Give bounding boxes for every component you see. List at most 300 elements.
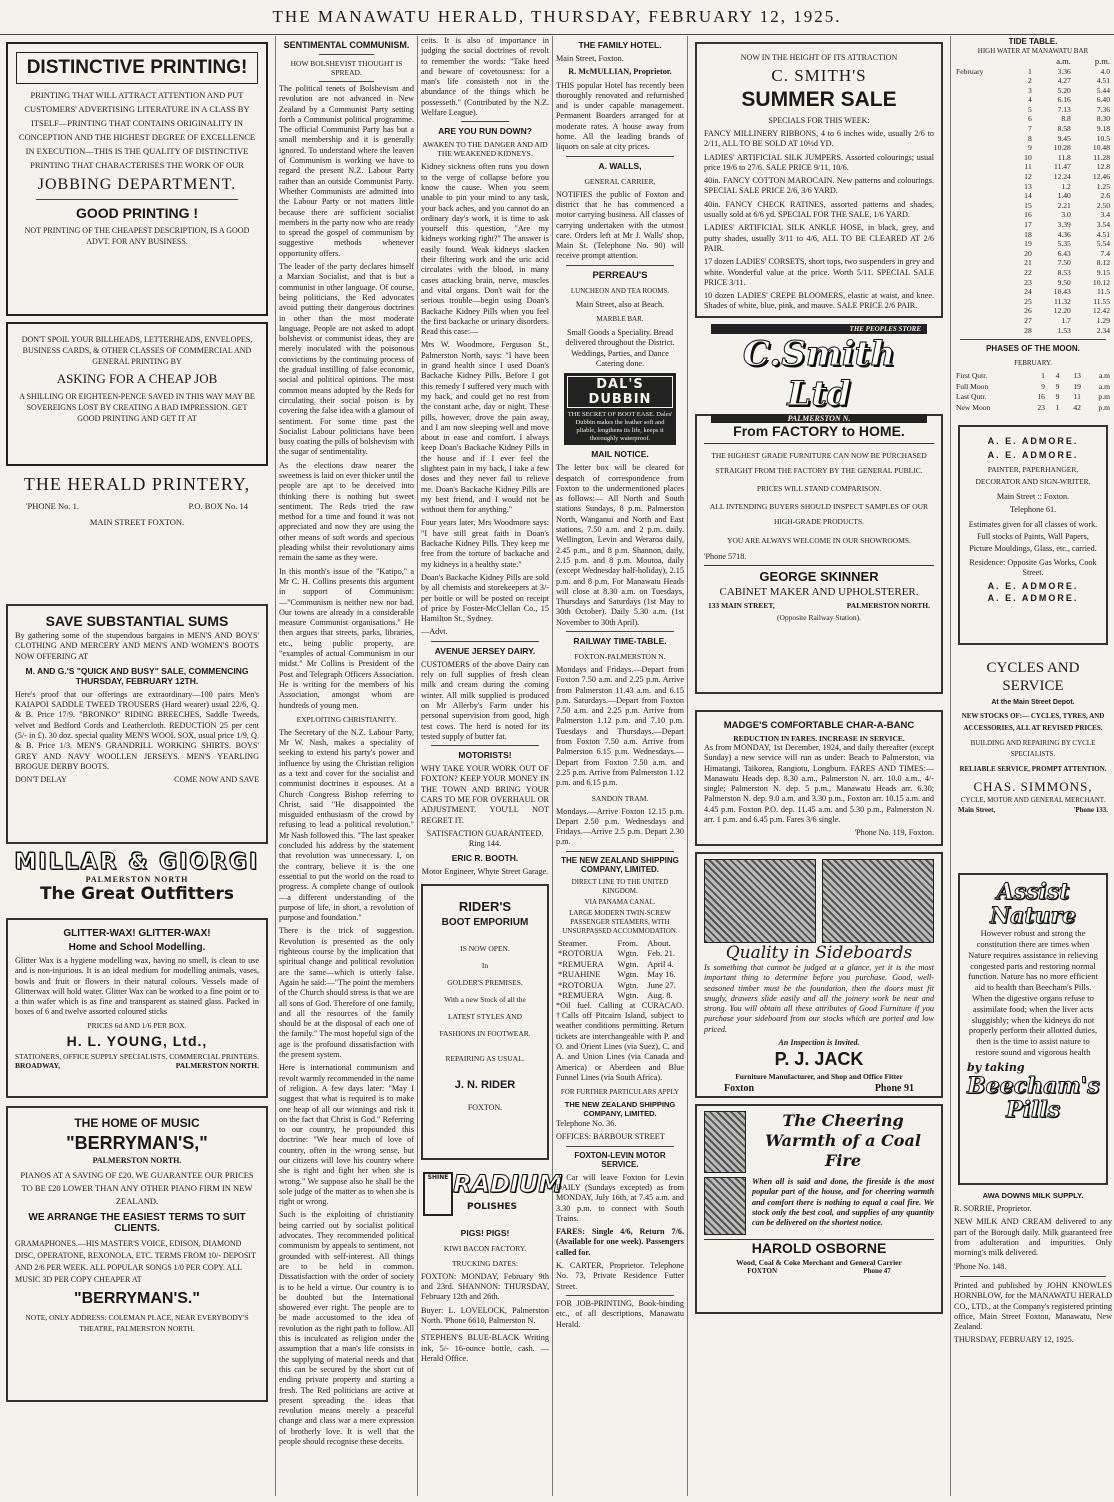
table-cell: 3.36 xyxy=(1057,66,1071,76)
tide-table xyxy=(954,56,1112,335)
millar-giorgi-logo xyxy=(6,850,268,912)
firm-desc: STATIONERS, OFFICE SUPPLY SPECIALISTS, COMMERCIAL PRINTERS. xyxy=(15,1051,259,1061)
table-cell: 4.27 xyxy=(1057,76,1071,86)
table-row xyxy=(954,172,1112,182)
article-paragraph: Such is the exploiting of christianity being carried out by socialist political advocates. They recommended political communism by appeals to sentiment, not grounded with self-interest. All things are to be held in common. Dissatisfaction with the order of society is to be held a virtue. Our country is to be doubted but the International showered ever right. The people are to be made accustomed to the idea of revolution as the right path to follow. All this is inculcated as religion under the assumption that a man's life consists in the supplying of material needs and that this can be secured by the short cut of ending private property and starting a fresh. The Red politicians are active at present spreading the ideas that revolution means merely a peaceful change and class war a mere expression of brotherly love. It is well that the people should recognise these deceits. xyxy=(279,1210,414,1446)
ad-subtitle: Home and School Modelling. xyxy=(68,942,206,953)
table-cell: *ROTORUA xyxy=(558,979,604,990)
ad-line: by taking xyxy=(967,1060,1025,1074)
table-cell: 3.4 xyxy=(1100,210,1110,220)
ad-subtitle: KIWI BACON FACTORY. xyxy=(443,1243,527,1253)
table-cell: 7.36 xyxy=(1096,104,1110,114)
table-cell: 8.12 xyxy=(1096,258,1110,268)
ad-heading: "BERRYMAN'S." xyxy=(74,1290,200,1307)
table-row xyxy=(954,382,1112,393)
ad-body: NEW STOCKS OF:— CYCLES, TYRES, AND ACCESSORIES, ALL AT REVISED PRICES. xyxy=(961,712,1105,733)
table-row xyxy=(954,134,1112,144)
ad-line: Main Street, also at Beach. xyxy=(575,299,665,309)
ad-title: THE NEW ZEALAND SHIPPING COMPANY, LIMITED. xyxy=(561,855,679,874)
table-cell: 4.36 xyxy=(1057,229,1071,239)
table-cell: *REMUERA xyxy=(558,990,604,1001)
ad-subtitle: TRUCKING DATES: xyxy=(451,1258,519,1268)
article-subtitle: HOW BOLSHEVIST THOUGHT IS SPREAD. xyxy=(290,59,403,77)
address-text: OFFICES: BARBOUR STREET xyxy=(556,1132,665,1142)
table-cell: 4 xyxy=(1027,95,1032,105)
ad-body: NOTIFIES the public of Foxton and district that he has commenced a motor carrying business. All classes of carrying undertaken with the utmost care. Orders left at Mr J. Walls' shop, Main St. (Telephone No. 90) will receive prompt attention. xyxy=(556,189,684,261)
ad-body: *Oil fuel. Calling at CURACAO. †Calls off Pitcairn Island, subject to weather conditions permitting. Return tickets are interchangeable with P. and O. and Orient Lines (via Suez), C. and A. and Union Lines (via Canada and America) or Aberdeen and Blue Funnel Lines (via South Africa). xyxy=(556,1000,684,1082)
table-cell: 10 xyxy=(1024,152,1032,162)
table-cell: 1.29 xyxy=(1096,315,1110,325)
table-cell: First Qutr. xyxy=(956,371,988,381)
ad-title: Assist Nature xyxy=(989,879,1077,930)
list-item: 40in. FANCY CHECK RATINES, assorted patterns and shades, usually sold at 6/6 yd. SPECIAL FOR THE SALE, 1/6 YARD. xyxy=(704,199,934,220)
table-cell: 16 xyxy=(1037,392,1045,402)
ad-body: By gathering some of the stupendous bargains in MEN'S AND BOYS' CLOTHING AND MERCERY AND MEN'S AND WOMEN'S BOOTS NOW OFFERING AT xyxy=(15,631,259,661)
table-cell: New Moon xyxy=(956,402,991,412)
herald-printery-ad xyxy=(6,474,268,544)
trade-text: Wood, Coal & Coke Merchant and General Carrier xyxy=(736,1258,902,1267)
table-cell: 8.8 xyxy=(1061,114,1071,124)
ad-line: With a new Stock of all the xyxy=(444,994,526,1004)
article-paragraph: As the elections draw nearer the sweetness is laid on ever thicker until the people are apt to be deceived into thinking there is nothing but sweet sentiment. The Reds tried the raw method for a time and found it was not appreciated and now they are using the other means of soft words and specious pleading whilst their revolutionary aims remain the same as they were. xyxy=(279,460,414,563)
firm-name: C. SMITH'S xyxy=(771,66,867,85)
table-cell xyxy=(954,239,1012,249)
table-row xyxy=(556,990,684,1001)
town-text: FOXTON. xyxy=(467,1102,503,1112)
ad-footer xyxy=(15,775,259,784)
table-cell: 1 xyxy=(1027,66,1032,76)
ad-body: Here's proof that our offerings are extraordinary—100 pairs Men's KAIAPOI SADDLE TWEED TROUSERS (Hard wearer) usual 22/6, Q. & B. Price 17/9. "BRONKO" RIDING BREECHES, Saddle Tweeds, velvet and Bedford Cords and Leathercloth. REDUCTION 25 per cent (5/- in £). 30 doz. special quality MEN'S WOOL SOX, usual price 1/9, Q. & B. Price 1/3. MEN'S GRANDRILL WORKING SHIRTS. BOYS' GREY AND NAVY WOOLLEN JERSEYS. MEN'S YEARLING BROGUE DERBY BOOTS. xyxy=(15,689,259,771)
table-cell: 26 xyxy=(1024,306,1032,316)
table-cell: 5 xyxy=(1027,104,1032,114)
table-row xyxy=(954,162,1112,172)
table-cell xyxy=(954,297,1012,307)
ad-line: LARGE MODERN TWIN-SCREW PASSENGER STEAMERS, WITH UNSURPASSED ACCOMMODATION. xyxy=(562,908,678,935)
classified-ad: STEPHEN'S BLUE-BLACK Writing ink, 5/- 16-ounce bottle, cash. —Herald Office. xyxy=(421,1333,549,1363)
table-cell: 11 xyxy=(1024,162,1032,172)
article-paragraph: Kidney sickness often runs you down to the verge of collapse before you know the cause. When you seem unable to pin your mind to any task, your back aches, and you cannot do an ordinary day's work, it is time to ask yourself this question, "Are my kidneys working right?" The answer is easily found. Weak kidneys slacken their filtering work and the uric acid circulates with the blood, in many cases attacking brain, nerve, muscles and vital organs. Don't wait for the serious trouble—begin using Doan's Backache Kidney Pills when you feel the first backache or urinary disorders. Read this case:— xyxy=(421,162,549,337)
moon-table xyxy=(954,371,1112,413)
table-cell: 24 xyxy=(1024,287,1032,297)
table-cell: a.m xyxy=(1098,381,1110,391)
address-text: MAIN STREET FOXTON. xyxy=(89,517,185,527)
table-row xyxy=(954,67,1112,77)
address-text: Motor Engineer, Whyte Street Garage. xyxy=(421,867,549,877)
table-cell: 28 xyxy=(1024,325,1032,335)
ad-title: FOXTON-LEVIN MOTOR SERVICE. xyxy=(574,1150,666,1169)
ad-title: THE FAMILY HOTEL. xyxy=(578,40,662,50)
table-cell: 1.53 xyxy=(1057,325,1071,335)
firm-name: J. N. RIDER xyxy=(454,1078,516,1091)
table-cell: 8 xyxy=(1027,133,1032,143)
firm-name: A. E. ADMORE. xyxy=(987,593,1079,604)
table-row xyxy=(954,297,1112,307)
notice-body: The letter box will be cleared for despatch of correspondence from Foxton to the undermentioned places as follows:— All North and South stations Sundays, 8 p.m. Palmerston North, Wanganui and North and East stations, 7.50 a.m. and 2 p.m. daily. Wellington, Levin and Weraroa daily, 2.45 p.m., and 8 p.m. Shannon, daily, 2.15 p.m. and 8 p.m. Moutoa, daily (except Wednesday half-holiday), 2.15 p.m. and 8 p.m. For Manawatu Heads will close at 8.30 a.m. on Tuesdays, Thursdays and Saturdays (1st May to 30th October). Daily 5.30 a.m. (1st November to 30th April). xyxy=(556,463,684,627)
address-left: Main Street, xyxy=(958,806,996,815)
ad-body: PIANOS AT A SAVING OF £20. WE GUARANTEE OUR PRICES TO BE £20 LOWER THAN ANY OTHER PIANO FIRM IN NEW ZEALAND. xyxy=(20,1170,254,1206)
column-6 xyxy=(954,36,1112,1496)
ad-line: NOW IN THE HEIGHT OF ITS ATTRACTION xyxy=(740,53,898,62)
table-cell: 11.5 xyxy=(1096,287,1110,297)
table-cell xyxy=(954,134,1012,144)
logo-tagline: The Great Outfitters xyxy=(39,884,235,904)
article-paragraph: Here is international communism and revolt warmly recommended in the name of religion. A few days later: "May I suggest that what is required is to make one heap of all our winnings and risk it on the fact that Christ is God." Referring to our country, he propounded this doctrine: "We hear much of love of country, often in the wrong sense, but our citizens will love his country where she is right and fight her when she is wrong." We suppose also he shall be the sole judge of the matter as to when she is right or wrong. xyxy=(279,1063,414,1207)
trade-text: PAINTER, PAPERHANGER, DECORATOR AND SIGN-WRITER. xyxy=(975,465,1091,487)
firm-name: A. E. ADMORE. xyxy=(987,581,1079,592)
table-cell xyxy=(954,258,1012,268)
divider xyxy=(566,265,674,266)
proprietor-text: R. McMULLIAN, Proprietor. xyxy=(568,67,672,77)
table-cell: 16 xyxy=(1024,210,1032,220)
glitter-wax-ad xyxy=(6,918,268,1098)
table-row xyxy=(556,948,684,959)
address-note: (Opposite Railway Station). xyxy=(777,613,861,623)
table-cell: *ROTORUA xyxy=(558,948,604,959)
column-2 xyxy=(279,36,414,1496)
ad-line: FASHIONS IN FOOTWEAR. xyxy=(439,1028,531,1038)
table-cell: 19 xyxy=(1024,239,1032,249)
table-cell: Last Qutr. xyxy=(956,392,987,402)
address-note: Residence: Opposite Gas Works, Cook Street. xyxy=(969,557,1097,578)
ad-line: LATEST STYLES AND xyxy=(447,1011,523,1021)
table-cell: February xyxy=(956,66,984,76)
table-cell: 10.5 xyxy=(1096,133,1110,143)
table-row xyxy=(954,191,1112,201)
table-cell: 9.15 xyxy=(1096,267,1110,277)
table-cell: 12.46 xyxy=(1092,172,1110,182)
ad-subtitle: BOOT EMPORIUM xyxy=(441,916,529,928)
ad-title: GOOD PRINTING ! xyxy=(75,205,199,221)
table-cell: Full Moon xyxy=(956,381,989,391)
table-cell: 11.32 xyxy=(1054,296,1071,306)
divider xyxy=(960,339,1106,340)
table-cell: *REMUERA xyxy=(558,958,604,969)
ad-line: LUNCHEON AND TEA ROOMS. xyxy=(570,286,670,295)
table-cell: 9 xyxy=(1027,143,1032,153)
table-cell: 7.50 xyxy=(1057,258,1071,268)
table-cell: p.m xyxy=(1098,402,1110,412)
logo-name: MILLAR & GIORGI xyxy=(14,850,260,875)
c-smith-summer-sale-ad xyxy=(695,42,943,318)
ad-title: PERREAU'S xyxy=(592,269,648,281)
table-header xyxy=(556,938,684,949)
table-row xyxy=(954,230,1112,240)
ad-body: Buyer: L. LOVELOCK, Palmerston North. 'Phone 6610, Palmerston N. xyxy=(421,1305,549,1325)
table-cell: June 27. xyxy=(647,979,676,990)
ad-title: From FACTORY to HOME. xyxy=(704,423,934,444)
column-rule xyxy=(275,36,276,1496)
address-left: BROADWAY, xyxy=(15,1060,61,1070)
table-cell: Feb. 21. xyxy=(647,948,675,959)
table-cell: a.m xyxy=(1098,371,1110,381)
table-row xyxy=(954,153,1112,163)
table-row xyxy=(954,124,1112,134)
table-row xyxy=(954,143,1112,153)
table-row xyxy=(954,278,1112,288)
table-row xyxy=(556,959,684,970)
divider xyxy=(431,1329,539,1330)
address-row xyxy=(708,601,930,610)
ad-title: AWA DOWNS MILK SUPPLY. xyxy=(982,1191,1084,1201)
table-cell: 8.58 xyxy=(1057,124,1071,134)
column-header: a.m. xyxy=(1056,56,1071,66)
ad-heading: M. AND G.'S "QUICK AND BUSY" SALE, COMMENCING THURSDAY, FEBRUARY 12TH. xyxy=(25,665,249,686)
beechams-pills-ad xyxy=(958,873,1108,1185)
article-subheading: EXPLOITING CHRISTIANITY. xyxy=(296,714,397,724)
table-cell: 4.51 xyxy=(1096,76,1110,86)
ad-line: RELIABLE SERVICE, PROMPT ATTENTION. xyxy=(959,765,1107,774)
harold-osborne-ad xyxy=(695,1104,943,1314)
ad-body: SATISFACTION GUARANTEED. Ring 144. xyxy=(426,828,544,849)
ad-subtitle: REDUCTION IN FARES. INCREASE IN SERVICE. xyxy=(733,734,905,743)
contact-row xyxy=(26,501,248,511)
phone-text: Phone 91 xyxy=(874,1083,914,1095)
table-cell xyxy=(954,114,1012,124)
coal-fire-header xyxy=(704,1111,934,1173)
table-row xyxy=(954,371,1112,382)
table-cell: 11.28 xyxy=(1093,152,1110,162)
table-cell xyxy=(954,287,1012,297)
table-cell: 42 xyxy=(1073,402,1081,412)
table-cell: 3.0 xyxy=(1061,210,1071,220)
sale-items xyxy=(704,129,934,312)
table-cell: Wgtn. xyxy=(617,990,639,1001)
table-cell xyxy=(954,105,1012,115)
column-5 xyxy=(691,36,947,1496)
table-row xyxy=(556,980,684,991)
prices-text: PRICES 6d AND 1/6 PER BOX. xyxy=(87,1020,187,1030)
notice-subtitle: SANDON TRAM. xyxy=(591,793,649,803)
table-row xyxy=(954,95,1112,105)
fares-text: FARES: Single 4/6, Return 7/6. (Available for one week). Passengers called for. xyxy=(556,1227,684,1257)
table-cell: 18 xyxy=(1024,229,1032,239)
ad-body: NOT PRINTING OF THE CHEAPEST DESCRIPTION, IS A GOOD ADVT. FOR ANY BUSINESS. xyxy=(24,226,250,246)
column-3 xyxy=(421,36,563,1496)
column-header: About. xyxy=(647,937,671,948)
table-cell: 5.54 xyxy=(1096,239,1110,249)
table-cell: 3.39 xyxy=(1057,220,1071,229)
phone-text: 'Phone No. 148. xyxy=(954,1261,1007,1271)
ad-body: THIS popular Hotel has recently been thoroughly renovated and refurnished and is under capable management. Permanent Boarders arranged for at moderate rates. A house away from home. All the leading brands of liquors on sale at city prices. xyxy=(556,80,684,152)
table-row xyxy=(954,326,1112,336)
table-cell: 12 xyxy=(1024,172,1032,182)
article-title: SENTIMENTAL COMMUNISM. xyxy=(283,40,410,50)
table-cell: Aug. 8. xyxy=(647,990,673,1001)
column-rule xyxy=(687,36,688,1496)
ad-title: A. WALLS, xyxy=(598,160,642,171)
list-item: 17 dozen LADIES' CORSETS, short tops, two suspenders in grey and white. Wonderful value at the price. Worth 5/11. SPECIAL SALE PRICE 3/11. xyxy=(704,257,934,287)
logo-town: PALMERSTON N. xyxy=(711,414,927,423)
list-item: LADIES' ARTIFICIAL SILK ANKLE HOSE, in black, grey, and putty shades, usually 3/11 to 4/6, ALL TO BE CLEARED AT 2/6 PAIR. xyxy=(704,223,934,253)
firm-name: GEORGE SKINNER xyxy=(704,565,934,584)
table-cell: 21 xyxy=(1024,258,1032,268)
ad-body: Glitter Wax is a hygiene modelling wax, having no smell, is clean to use and is non-injurious. It is an ideal medium for modelling animals, vases, bowls and fruit or flowers in their natural colours. Vessels made of Glitterwax will hold water. Glitter Wax can be worked to a fine point or to a thin wafer which is as fine and transparent as stained glass. Packed in boxes of 6 and twelve assorted coloured sticks xyxy=(15,956,259,1017)
table-cell: 5.44 xyxy=(1096,85,1110,95)
notice-body: Mondays.—Arrive Foxton 12.15 p.m. Depart 2.50 p.m. Wednesdays and Fridays.—Arrive 2.5 p.m. Depart 2.30 p.m. xyxy=(556,806,684,847)
ad-body: A SHILLING OR EIGHTEEN-PENCE SAVED IN THIS WAY MAY BE SOVEREIGNS LOST BY CREATING A BAD IMPRESSION. GET GOOD PRINTING AND GET IT AT xyxy=(19,392,255,423)
address-row xyxy=(15,1061,259,1070)
table-cell: 20 xyxy=(1024,248,1032,258)
table-cell xyxy=(954,76,1012,86)
ad-heading: JOBBING DEPARTMENT. xyxy=(37,176,237,193)
column-header xyxy=(954,56,1012,67)
table-row xyxy=(954,105,1112,115)
trade-text: CYCLE, MOTOR AND GENERAL MERCHANT. xyxy=(960,796,1106,805)
table-cell: 7.4 xyxy=(1100,248,1110,258)
issue-date: THURSDAY, FEBRUARY 12, 1925. xyxy=(954,1335,1074,1345)
table-cell: Wgtn. xyxy=(617,969,639,980)
table-cell xyxy=(954,326,1012,336)
article-paragraph: Mrs W. Woodmore, Ferguson St., Palmerston North, says: "I have been in grand health since I used Doan's Backache Kidney Pills. Before I got this remedy I suffered very much with my back, and could get no rest from the constant ache, day or night. These pills, however, drove the pain away, and I am now sleeping well and move about in ease and comfort. I always keep Doan's Backache Kidney Pills in the house and if I ever feel the slightest pain in my back, I take a few doses and they never fail to relieve me. Doan's Backache Kidney Pills are my best friend, and I would not be without them for anything." xyxy=(421,340,549,515)
table-row xyxy=(954,392,1112,403)
table-row xyxy=(954,287,1112,297)
table-cell: 1.40 xyxy=(1057,191,1071,201)
table-cell: 6.16 xyxy=(1057,95,1071,105)
table-cell: Wgtn. xyxy=(617,948,639,959)
table-cell: 8.53 xyxy=(1057,267,1071,277)
table-cell: 12.24 xyxy=(1053,172,1071,182)
firm-name: A. E. ADMORE. xyxy=(987,436,1079,447)
table-cell xyxy=(954,172,1012,182)
ad-body: Is something that cannot be judged at a glance, yet it is the most important thing to determine before you purchase. Good, well-seasoned timber must be the foundation, then the doors must fit snugly, drawers slide easily and all the joinery work be neat and strong. You will obtain all these attributes of Good Furniture if you purchase your sideboard from our stocks which are ported and low priced. xyxy=(704,963,934,1034)
notice-subtitle: FOXTON-PALMERSTON N. xyxy=(574,651,666,661)
firm-name: H. L. YOUNG, Ltd., xyxy=(66,1032,208,1049)
phone-text: Telephone 61. xyxy=(1009,505,1057,515)
ad-title: DISTINCTIVE PRINTING! xyxy=(16,52,258,84)
ad-line: GOLDER'S PREMISES. xyxy=(447,977,523,987)
coal-fire-body xyxy=(704,1177,934,1235)
table-cell: 1 xyxy=(1041,371,1045,381)
address-right: PALMERSTON NORTH. xyxy=(846,601,930,611)
article-paragraph: Doan's Backache Kidney Pills are sold by all chemists and storekeepers at 3/- per bottle or will be posted on receipt of price by Foster-McClellan Co., 15 Hamilton St., Sydney. xyxy=(421,572,549,624)
ad-body: CUSTOMERS of the above Dairy can rely on full supplies of fresh clean milk and cream during the coming winter. All milk supplied is produced on Mr Allerby's Farm under his personal supervision from good, high test cows. The herd is noted for its tested supply of butter fat. xyxy=(421,659,549,741)
table-cell: *RUAHINE xyxy=(558,969,601,980)
table-cell: 6.40 xyxy=(1096,95,1110,105)
address-note: NOTE, ONLY ADDRESS: COLEMAN PLACE, NEAR EVERYBODY'S THEATRE, PALMERSTON NORTH. xyxy=(25,1313,249,1333)
table-cell: April 4. xyxy=(647,958,674,969)
ad-heading: ASKING FOR A CHEAP JOB xyxy=(56,371,218,386)
divider xyxy=(566,1295,674,1296)
table-cell xyxy=(954,316,1012,326)
ad-body: DON'T SPOIL YOUR BILLHEADS, LETTERHEADS, ENVELOPES, BUSINESS CARDS, & OTHER CLASSES OF COMMERCIAL AND GENERAL PRINTING BY xyxy=(21,335,253,366)
distinctive-printing-ad xyxy=(6,42,268,316)
phone-text: Telephone No. 36. xyxy=(556,1119,617,1129)
footer-left: DON'T DELAY xyxy=(15,775,67,785)
table-row xyxy=(954,306,1112,316)
table-row xyxy=(954,182,1112,192)
ad-body: THE HIGHEST GRADE FURNITURE CAN NOW BE PURCHASED STRAIGHT FROM THE FACTORY BY THE GENERAL PUBLIC. xyxy=(711,451,927,475)
table-cell: 25 xyxy=(1024,296,1032,306)
divider xyxy=(960,1276,1106,1277)
ad-title: SAVE SUBSTANTIAL SUMS xyxy=(45,613,229,629)
table-cell: 7 xyxy=(1027,124,1032,134)
table-cell xyxy=(954,249,1012,259)
table-cell: 4.0 xyxy=(1100,66,1110,76)
table-cell: 10.48 xyxy=(1092,143,1110,153)
ad-title: CYCLES AND SERVICE xyxy=(986,660,1080,695)
address-row xyxy=(704,1267,934,1275)
town-text: Foxton xyxy=(724,1083,754,1095)
table-row xyxy=(954,220,1112,230)
ad-title: MOTORISTS! xyxy=(458,750,512,761)
masthead: THE MANAWATU HERALD, THURSDAY, FEBRUARY 12, 1925. xyxy=(0,0,1114,35)
ad-subtitle: GENERAL CARRIER, xyxy=(584,176,656,186)
ad-line: ALL INTENDING BUYERS SHOULD INSPECT SAMPLES OF OUR HIGH-GRADE PRODUCTS. xyxy=(709,502,929,526)
ad-title: PIGS! PIGS! xyxy=(460,1227,510,1238)
article-subtitle: AWAKEN TO THE DANGER AND AID THE WEAKENED KIDNEYS. xyxy=(422,140,548,159)
pobox-text: P.O. BOX No. 14 xyxy=(188,501,248,511)
admore-ad xyxy=(958,425,1108,645)
table-cell: 27 xyxy=(1024,315,1032,325)
table-cell: 11 xyxy=(1073,392,1081,402)
ad-title: THE HERALD PRINTERY, xyxy=(23,474,251,494)
table-cell xyxy=(954,220,1012,230)
ad-title: MADGE'S COMFORTABLE CHAR-A-BANC xyxy=(723,720,915,731)
table-cell xyxy=(954,153,1012,163)
phone-text: 'PHONE No. 1. xyxy=(26,501,80,511)
ad-body: As from MONDAY, 1st December, 1924, and daily thereafter (except Sunday) a new service will run as under: Beach to Palmerston, via Himatangi, Taikorea, Rangiotu, Longburn. FARES AND TIMES:—Manawatu Heads dep. 8.30 a.m., Palmerston N. arr. 10.0 a.m., 4/- single; Palmerston N. dep. 5 p.m., Manawatu Heads arr. 6.30; Palmerston N. dep. 9.0 a.m. and 3.30 p.m., Foxton arr. 10.15 a.m. and 4.45 p.m. Foxton P.O. dep. 11.45 a.m. and 5.30 p.m., Palmerston N. arr. 1 p.m. and 6.45 p.m. Fares 3/6 single. xyxy=(704,743,934,825)
madges-char-a-banc-ad xyxy=(695,710,943,846)
table-cell xyxy=(954,306,1012,316)
table-cell xyxy=(954,230,1012,240)
table-cell: 2.34 xyxy=(1096,325,1110,335)
table-cell: 10.43 xyxy=(1053,287,1071,297)
table-cell: 22 xyxy=(1024,267,1032,277)
radium-polish-logo xyxy=(421,1166,563,1224)
table-cell: 12.42 xyxy=(1092,306,1110,316)
ad-body: PRINTING THAT WILL ATTRACT ATTENTION AND PUT CUSTOMERS' ADVERTISING LITERATURE IN A CLASS BY ITSELF—PRINTING THAT CONTAINS ORIGINALITY IN CONCEPTION AND THE HIGHEST DEGREE OF EXCELLENCE IN EXECUTION—THIS IS THE QUALITY OF DISTINCTIVE PRINTING THAT CHARACTERISES THE WORK OF OUR xyxy=(18,90,256,170)
firm-name: THE NEW ZEALAND SHIPPING COMPANY, LIMITED. xyxy=(564,1100,676,1119)
logo-name: DAL'S DUBBIN xyxy=(567,376,673,408)
list-item: LADIES' ARTIFICIAL SILK JUMPERS. Assorted colourings; usual price 19/6 to 27/6. SALE PRICE 9/11, 10/6. xyxy=(704,152,934,172)
george-skinner-ad xyxy=(695,414,943,694)
ad-title: AVENUE JERSEY DAIRY. xyxy=(434,645,536,656)
table-row xyxy=(954,239,1112,249)
divider xyxy=(431,745,539,746)
table-cell: May 16. xyxy=(647,969,676,980)
table-cell: 9.50 xyxy=(1057,277,1071,287)
sideboard-illustration xyxy=(704,859,816,943)
terms-text: WE ARRANGE THE EASIEST TERMS TO SUIT CLIENTS. xyxy=(28,1212,246,1234)
ad-line: YOU ARE ALWAYS WELCOME IN OUR SHOWROOMS. xyxy=(727,536,911,545)
notice-title: MAIL NOTICE. xyxy=(591,449,649,460)
table-cell: 7.13 xyxy=(1057,104,1071,114)
ad-title: RIDER'S xyxy=(458,898,512,914)
table-cell: 9 xyxy=(1055,392,1060,402)
firm-name: P. J. JACK xyxy=(774,1049,864,1070)
proprietor-text: R. SORRIE, Proprietor. xyxy=(954,1204,1032,1214)
table-row xyxy=(954,268,1112,278)
fireplace-illustration xyxy=(704,1177,746,1235)
table-cell xyxy=(954,162,1012,172)
firm-name: A. E. ADMORE. xyxy=(987,450,1079,461)
list-item: FANCY MILLINERY RIBBONS, 4 to 6 inches wide, usually 2/6 to 2/11, ALL TO BE SOLD AT 10½d YD. xyxy=(704,129,934,149)
ad-title: GLITTER-WAX! GLITTER-WAX! xyxy=(63,928,211,939)
table-subtitle: FEBRUARY. xyxy=(1014,359,1052,368)
table-cell: 12.20 xyxy=(1053,306,1071,316)
ad-line: In xyxy=(481,960,489,970)
table-cell: 9.45 xyxy=(1057,133,1071,143)
table-cell: 3.54 xyxy=(1096,220,1110,229)
table-cell: 14 xyxy=(1024,191,1032,201)
ad-title: Quality in Sideboards xyxy=(725,943,913,963)
table-cell: 6 xyxy=(1027,114,1032,124)
town-text: FOXTON xyxy=(747,1267,778,1275)
logo-name: Beecham's Pills xyxy=(967,1072,1100,1123)
divider xyxy=(431,641,539,642)
table-title: TIDE TABLE. xyxy=(1008,37,1058,46)
table-row xyxy=(954,86,1112,96)
